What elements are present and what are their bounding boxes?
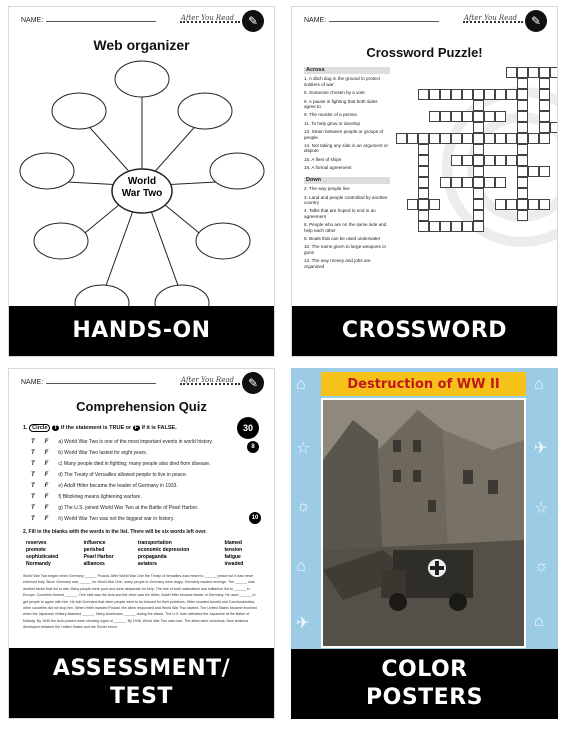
word: influence (83, 539, 106, 546)
statement: e) Adolf Hitler became the leader of Germany in 1933. (58, 483, 178, 489)
name-row (21, 15, 156, 24)
crossword-cell[interactable] (440, 133, 451, 144)
sun-icon: ☼ (534, 558, 549, 575)
crossword-cell[interactable] (451, 221, 462, 232)
word: sophisticated (26, 553, 59, 560)
name-row (21, 377, 156, 386)
section-1-instructions (23, 425, 177, 431)
crossword-cell[interactable] (440, 111, 451, 122)
crossword-cell[interactable] (517, 210, 528, 221)
crossword-cell[interactable] (462, 177, 473, 188)
crossword-cell[interactable] (517, 111, 528, 122)
crossword-cell[interactable] (539, 111, 550, 122)
crossword-cell[interactable] (473, 122, 484, 133)
crossword-cell[interactable] (418, 133, 429, 144)
crossword-cell[interactable] (418, 166, 429, 177)
name-row (304, 15, 439, 24)
crossword-cell[interactable] (539, 166, 550, 177)
statement: d) The Treaty of Versailles allowed people to live in peace. (58, 472, 188, 478)
column-icon: ⌂ (296, 376, 306, 393)
crossword-cell[interactable] (528, 166, 539, 177)
crossword-cell[interactable] (539, 89, 550, 100)
crossword-cell[interactable] (462, 155, 473, 166)
crossword-cell[interactable] (484, 133, 495, 144)
crossword-cell[interactable] (473, 188, 484, 199)
crossword-cell[interactable] (429, 221, 440, 232)
banner-assessment (9, 648, 274, 718)
star-icon: ☆ (296, 440, 311, 457)
statement: c) Many people died in fighting; many people also died from disease. (58, 461, 211, 467)
crossword-cell[interactable] (473, 177, 484, 188)
page-title: Comprehension Quiz (76, 399, 207, 414)
banner-color-posters (291, 649, 558, 719)
crossword-cell[interactable] (462, 89, 473, 100)
banner-line: COLOR (381, 657, 468, 682)
crossword-cell[interactable] (484, 111, 495, 122)
page-title: Web organizer (93, 37, 190, 53)
statement: a) World War Two is one of the most important events in world history. (58, 439, 213, 445)
tf-row[interactable] (31, 505, 198, 511)
tf-row[interactable] (31, 461, 210, 467)
crossword-cell[interactable] (473, 221, 484, 232)
house-icon: ⌂ (534, 613, 544, 630)
crossword-cell[interactable] (462, 111, 473, 122)
word: tension (224, 546, 243, 553)
crossword-cell[interactable] (539, 100, 550, 111)
web-bubble (210, 153, 264, 189)
crossword-cell[interactable] (517, 100, 528, 111)
crossword-cell[interactable] (495, 177, 506, 188)
crossword-cell[interactable] (550, 67, 558, 78)
true-option[interactable]: T (31, 505, 35, 511)
crossword-cell[interactable] (517, 78, 528, 89)
tf-row[interactable] (31, 483, 178, 489)
crossword-cell[interactable] (517, 166, 528, 177)
score-part-badge: 8 (247, 441, 259, 453)
clue: 11. To help grow or develop (304, 120, 361, 126)
statement: h) World War Two was not the biggest war in history. (58, 516, 175, 522)
true-option[interactable]: T (31, 472, 35, 478)
center-label-line: War Two (121, 188, 163, 199)
tf-row[interactable] (31, 450, 147, 456)
house-icon: ⌂ (296, 558, 306, 575)
clue: 12. The way money and jobs are organized (304, 258, 371, 269)
web-bubble (52, 93, 106, 129)
clue: 10. The name given to large weapons or guns (304, 244, 387, 255)
word-row (23, 553, 259, 560)
clue: 9. The murder of a person (304, 112, 358, 118)
web-bubble (115, 61, 169, 97)
crossword-cell[interactable] (418, 155, 429, 166)
airplane-icon: ✈ (296, 615, 310, 632)
clue: 6. A pause in fighting that both sides agree to (304, 98, 378, 110)
true-option[interactable]: T (31, 516, 35, 522)
instruction-text: if the statement is TRUE or (60, 425, 132, 431)
word: premote (26, 546, 46, 553)
crossword-cell[interactable] (418, 188, 429, 199)
crossword-cell[interactable] (418, 199, 429, 210)
crossword-cell[interactable] (462, 133, 473, 144)
crossword-cell[interactable] (473, 133, 484, 144)
word: Normandy (26, 560, 51, 567)
word-row (23, 560, 259, 567)
crossword-cell[interactable] (418, 177, 429, 188)
section-number: 1. (23, 425, 28, 431)
crossword-cell[interactable] (451, 111, 462, 122)
true-option[interactable]: T (31, 494, 35, 500)
statement: f) Blitzkrieg means lightening warfare. (58, 494, 142, 500)
false-option[interactable]: F (44, 516, 49, 522)
crossword-cell[interactable] (418, 144, 429, 155)
crossword-cell[interactable] (517, 177, 528, 188)
sun-icon: ☼ (296, 498, 311, 515)
tf-row[interactable] (31, 439, 213, 445)
crossword-cell[interactable] (484, 89, 495, 100)
crossword-cell[interactable] (473, 210, 484, 221)
banner-line: ASSESSMENT/ (52, 656, 231, 681)
crossword-cell[interactable] (473, 111, 484, 122)
word: invaded (224, 560, 244, 567)
pencil-icon: ✎ (242, 372, 264, 394)
clue: 4. Talks that are hoped to end in an agreement (304, 208, 376, 219)
web-bubble (20, 153, 74, 189)
clue: 6. People who are on the same side and help each other (304, 222, 387, 233)
crossword-cell[interactable] (517, 155, 528, 166)
crossword-cell[interactable] (506, 133, 517, 144)
crossword-cell[interactable] (484, 177, 495, 188)
crossword-cell[interactable] (396, 133, 407, 144)
crossword-cell[interactable] (451, 177, 462, 188)
true-option[interactable]: T (31, 483, 35, 489)
panel-crossword (291, 6, 558, 357)
clue: 3. Land and people controlled by another country (304, 194, 388, 205)
crossword-cell[interactable] (495, 199, 506, 210)
word-row (23, 546, 259, 553)
crossword-cell[interactable] (429, 133, 440, 144)
crossword-cell[interactable] (451, 133, 462, 144)
war-photo (321, 398, 526, 648)
center-label-line: World (127, 176, 157, 187)
crossword-cell[interactable] (451, 89, 462, 100)
true-option[interactable]: T (31, 450, 35, 456)
column-icon: ⌂ (534, 376, 544, 393)
crossword-cell[interactable] (495, 111, 506, 122)
crossword-cell[interactable] (495, 133, 506, 144)
clue: 13. Strain between people or groups of people (304, 129, 384, 140)
tf-row[interactable] (31, 494, 142, 500)
crossword-cell[interactable] (462, 221, 473, 232)
tf-row[interactable] (31, 516, 174, 522)
word-row (23, 539, 259, 546)
crossword-cell[interactable] (506, 89, 517, 100)
banner-line: TEST (110, 684, 173, 709)
false-option[interactable]: F (44, 461, 49, 467)
circle-word: Circle (29, 424, 50, 432)
crossword-cell[interactable] (528, 133, 539, 144)
clue: 16. A formal agreement (304, 165, 352, 171)
name-line (46, 15, 156, 22)
crossword-cell[interactable] (517, 199, 528, 210)
crossword-cell[interactable] (506, 155, 517, 166)
word-bank (23, 539, 259, 567)
word: aviators (137, 560, 158, 567)
crossword-cell[interactable] (418, 210, 429, 221)
crossword-cell[interactable] (517, 89, 528, 100)
crossword-cell[interactable] (429, 89, 440, 100)
crossword-cell[interactable] (451, 155, 462, 166)
panel-assessment (8, 368, 275, 719)
crossword-cell[interactable] (495, 89, 506, 100)
crossword-cell[interactable] (517, 67, 528, 78)
crossword-cell[interactable] (517, 122, 528, 133)
star-icon: ☆ (534, 500, 549, 517)
false-option[interactable]: F (44, 483, 49, 489)
clue: 15. A fleet of ships (304, 156, 342, 162)
false-option[interactable]: F (44, 505, 49, 511)
name-label: NAME: (21, 17, 44, 24)
crossword-cell[interactable] (528, 67, 539, 78)
across-heading: Across (304, 67, 390, 74)
crossword-cell[interactable] (539, 133, 550, 144)
crossword-cell[interactable] (495, 155, 506, 166)
banner-line: POSTERS (366, 685, 483, 710)
crossword-cell[interactable] (440, 221, 451, 232)
tf-row[interactable] (31, 472, 187, 478)
word: perished (83, 546, 105, 553)
crossword-cell[interactable] (440, 177, 451, 188)
statement: b) World War Two lasted for eight years. (58, 450, 148, 456)
true-marker: T (53, 425, 58, 431)
pencil-icon: ✎ (242, 10, 264, 32)
panel-color-posters (291, 368, 558, 719)
crossword-cell[interactable] (539, 67, 550, 78)
word: fatigue (224, 553, 241, 560)
crossword-cell[interactable] (418, 221, 429, 232)
false-option[interactable]: F (44, 450, 49, 456)
page-title: Crossword Puzzle! (366, 45, 483, 60)
clue: 1. A ditch dug in the ground to protect soldiers of war (304, 76, 381, 87)
crossword-cell[interactable] (517, 144, 528, 155)
crossword-cell[interactable] (473, 199, 484, 210)
clue: 8. Boats that can be used underwater (304, 235, 381, 241)
score-total-badge: 30 (237, 417, 259, 439)
web-bubble (34, 223, 88, 259)
crossword-cell[interactable] (506, 199, 517, 210)
true-option[interactable]: T (31, 439, 35, 445)
ruins-illustration (323, 400, 524, 646)
statement: g) The U.S. joined World War Two at the Battle of Pearl Harbor. (58, 505, 199, 511)
word: blamed (224, 539, 242, 546)
pencil-icon: ✎ (525, 10, 547, 32)
banner-hands-on-activities: HANDS-ON (9, 306, 274, 356)
crossword-cell[interactable] (429, 111, 440, 122)
crossword-cell[interactable] (539, 122, 550, 133)
brand-label: After You Read (180, 376, 234, 384)
crossword-cell[interactable] (473, 144, 484, 155)
crossword-cell[interactable] (506, 67, 517, 78)
crossword-cell[interactable] (473, 89, 484, 100)
fill-in-paragraph: World War Two began when Germany ______ Poland. After World War One the Treaty of Versailles was meant to ______ peace but it was never enforced fully. Since Germany was ______ for World War One, many people in Germany were angry. Germany wanted revenge. The ______ was another factor that led to war. Many people were poor and were desperate for help. The rise of both nationalism and militarism led to ______ in Europe. Countries formed ______. One side was the Axis and the other was the Allies. Adolf Hitler became leader of Germany. He used ______ to get people to agree with him. He told Germans that other people were to be blamed for their problems. Hitler invaded Austria and Czechoslovakia; other countries did not stop him. When Hitler invaded Poland, the allies responded and World War Two started. The United States became involved when the Japanese military attacked ______. Many Americans ______ during the attack. The U.S. then defeated the Japanese at the Battle of Midway. By 1945 the Axis powers were showing signs of ______. By 1945, World War Two was over. The allies were victorious. New tensions developed between the United States and the Soviet Union. (23, 574, 257, 630)
word: transportation (137, 539, 172, 546)
crossword-cell[interactable] (440, 89, 451, 100)
panel-hands-on-activities (8, 6, 275, 357)
name-line (46, 377, 156, 384)
crossword-cell[interactable] (473, 100, 484, 111)
false-option[interactable]: F (44, 494, 49, 500)
word: reserves (26, 539, 47, 546)
word: economic depression (137, 546, 190, 553)
false-option[interactable]: F (44, 472, 49, 478)
instruction-text: if it is FALSE. (141, 425, 177, 431)
crossword-cell[interactable] (473, 155, 484, 166)
brand-label: After You Read (180, 14, 234, 22)
crossword-cell[interactable] (539, 199, 550, 210)
score-part-badge: 10 (249, 512, 261, 524)
false-marker: F (134, 425, 139, 431)
crossword-cell[interactable] (473, 166, 484, 177)
brand-label: After You Read (463, 14, 517, 22)
crossword-cell[interactable] (539, 78, 550, 89)
crossword-cell[interactable] (517, 133, 528, 144)
clue-list (304, 65, 390, 272)
web-bubble (196, 223, 250, 259)
center-label (112, 176, 172, 200)
name-line (329, 15, 439, 22)
name-label: NAME: (21, 379, 44, 386)
clue: 2. The way people live (304, 186, 350, 192)
airplane-icon: ✈ (534, 440, 548, 457)
banner-crossword: CROSSWORD (292, 306, 557, 356)
poster-title: Destruction of WW II (321, 372, 526, 396)
true-option[interactable]: T (31, 461, 35, 467)
clue: 5. Someone chosen by a vote (304, 90, 365, 96)
word: alliances (83, 560, 105, 567)
crossword-cell[interactable] (550, 122, 558, 133)
false-option[interactable]: F (44, 439, 49, 445)
section-2-instructions: 2. Fill in the blanks with the words in the list. There will be six words left over. (23, 529, 207, 535)
crossword-cell[interactable] (407, 133, 418, 144)
crossword-cell[interactable] (528, 199, 539, 210)
web-bubble (178, 93, 232, 129)
crossword-cell[interactable] (418, 89, 429, 100)
crossword-cell[interactable] (407, 199, 418, 210)
name-label: NAME: (304, 17, 327, 24)
word: propaganda (137, 553, 167, 560)
clue: 14. Not taking any side in an argument or dispute (304, 143, 389, 154)
crossword-cell[interactable] (429, 199, 440, 210)
crossword-cell[interactable] (517, 188, 528, 199)
word: Pearl Harbor (83, 553, 114, 560)
crossword-cell[interactable] (484, 155, 495, 166)
down-heading: Down (304, 177, 390, 184)
